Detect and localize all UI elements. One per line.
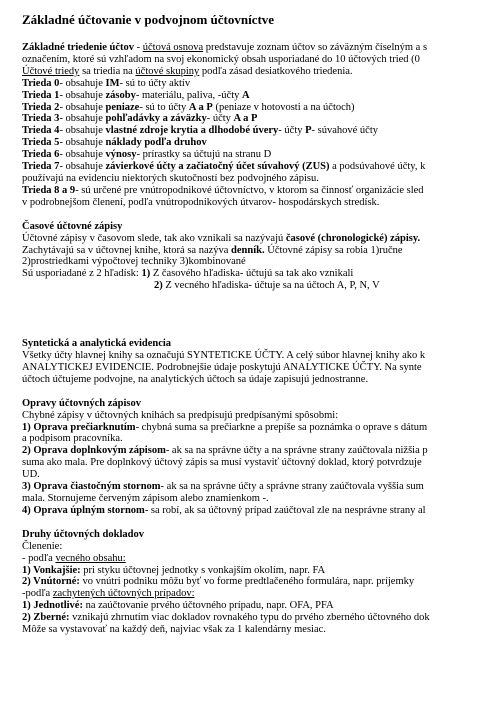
text-run: denník. (231, 244, 265, 256)
text-run: 2) Zberné: (22, 612, 70, 624)
text-run: A a P (188, 101, 213, 113)
text-line (22, 588, 483, 600)
section-heading: Druhy účtovných dokladov (22, 528, 144, 540)
text-line (22, 433, 483, 445)
text-run: účtové skupiny (135, 65, 200, 77)
text-line (22, 576, 483, 588)
text-run: P (305, 125, 312, 137)
text-line (22, 42, 483, 54)
text-run: Účtové triedy (22, 65, 80, 77)
text-run: peniaze (105, 101, 140, 113)
text-run: 2) Vnútorné: (22, 576, 80, 588)
section-druhy-dokladov (22, 529, 483, 636)
text-line (22, 624, 483, 636)
text-line (22, 78, 483, 90)
text-run: Môže sa vystavovať na každý deň, najviac však za 1 kalendárny mesiac. (22, 624, 326, 636)
text-run: podľa zásad desiatkového triedenia. (199, 65, 353, 77)
text-run: - ak sa na správne účty a správne strany zaúčtovala vyššia sum (160, 481, 424, 493)
text-line (22, 612, 483, 624)
text-line (22, 280, 483, 292)
text-run: používajú na evidenciu niektorých skutočností bez podvojného zápisu. (22, 172, 319, 184)
text-run: - obsahuje (59, 125, 106, 137)
document-page (22, 12, 483, 636)
text-line (22, 410, 483, 422)
section-synteticka-evidencia (22, 338, 483, 386)
text-run: vznikajú zhrnutím viac dokladov rovnakého typu do prvého zberného účtovného dok (69, 612, 430, 624)
text-run: Trieda 2 (22, 101, 60, 113)
text-run: (peniaze v hotovosti a na účtoch) (212, 101, 355, 113)
text-run: 1) Jednotlivé: (22, 600, 83, 612)
text-run: - obsahuje (59, 161, 106, 173)
text-run: 1) Vonkajšie: (22, 564, 81, 576)
text-line (22, 362, 483, 374)
text-run: - obsahuje (59, 137, 106, 149)
text-run: Účtovné zápisy v časovom slede, tak ako vznikali sa nazývajú (22, 232, 286, 244)
text-run: - obsahuje (59, 89, 106, 101)
document-title: Základné účtovanie v podvojnom účtovníctve (22, 12, 275, 27)
section-heading: Syntetická a analytická evidencia (22, 338, 172, 350)
text-run: - ak sa na správne účty a na správne strany zaúčtovala nižšia p (165, 445, 428, 457)
text-run: - sú to účty aktív (119, 77, 191, 89)
text-run: 1) Oprava prečiarknutím (22, 421, 136, 433)
section-heading: Časové účtovné zápisy (22, 220, 123, 232)
text-run: 2) (154, 280, 163, 292)
text-run: pri styku účtovnej jednotky s vonkajším okolím, napr. FA (80, 564, 326, 576)
text-run: IM (105, 77, 120, 89)
text-run: 2)prostriedkami výpočtovej techniky 3)kombinované (22, 256, 246, 268)
text-run: A (241, 89, 250, 101)
text-line (22, 600, 483, 612)
text-run: ANALYTICKEJ EVIDENCIE. Podrobnejšie údaje poskytujú ANALYTICKE ÚČTY. Na synte (22, 361, 422, 373)
text-line (22, 66, 483, 78)
text-run: - účty (278, 125, 306, 137)
text-run: a podsúvahové účty, k (329, 161, 426, 173)
text-run: účtová osnova (142, 42, 204, 53)
text-run: 2) Oprava doplnkovým zápisom (22, 445, 166, 457)
text-line (22, 457, 483, 469)
text-line (22, 161, 483, 173)
text-run: - (134, 42, 143, 53)
text-line (22, 493, 483, 505)
section-heading: Opravy účtovných zápisov (22, 397, 142, 409)
text-run: - prírastky sa účtujú na stranu D (136, 149, 272, 161)
text-run: -podľa (22, 588, 53, 600)
text-line (22, 113, 483, 125)
text-run: suma ako mala. Pre doplnkový účtový zápis sa musí vystaviť účtovný doklad, ktorý potvrdzuje (22, 457, 422, 469)
text-line (22, 185, 483, 197)
text-run: - obsahuje (59, 113, 106, 125)
text-run: Účtovné zápisy sa robia 1)ručne (264, 244, 403, 256)
text-line (22, 268, 483, 280)
text-run: Základné triedenie účtov (22, 42, 134, 53)
text-line (22, 137, 483, 149)
text-line (22, 481, 483, 493)
text-line (22, 541, 483, 553)
text-run: časové (chronologické) zápisy. (285, 232, 421, 244)
text-line (22, 233, 483, 245)
text-run: zásoby (105, 89, 136, 101)
text-run: na zaúčtovanie prvého účtovného prípadu, napr. OFA, PFA (82, 600, 334, 612)
text-run: 1) (141, 268, 151, 280)
text-line (22, 90, 483, 102)
text-run: Trieda 5 (22, 137, 60, 149)
text-run: Z vecného hľadiska- účtuje sa na účtoch A, P, N, V (162, 280, 380, 292)
text-run: označením, ktoré sú vzhľadom na svoj ekonomický obsah usporiadané do 10 účtových tried (0 (22, 53, 420, 65)
text-run: - sú určené pre vnútropodnikové účtovníctvo, v ktorom sa činnosť organizácie sled (75, 184, 424, 196)
text-run: - sú to účty (139, 101, 189, 113)
text-line (22, 125, 483, 137)
text-run: Trieda 8 a 9 (22, 184, 76, 196)
text-run: Zachytávajú sa v účtovnej knihe, ktorá sa nazýva (22, 244, 232, 256)
text-run: náklady podľa druhov (105, 137, 207, 149)
text-line (22, 245, 483, 257)
text-run: Trieda 3 (22, 113, 60, 125)
text-run: - materiálu, paliva, -účty (135, 89, 242, 101)
text-run: A a P (233, 113, 258, 125)
text-run: Sú usporiadané z 2 hľadísk: (22, 268, 142, 280)
text-run: a podpisom pracovníka. (22, 433, 123, 445)
text-run: výnosy (105, 149, 137, 161)
text-run: 3) Oprava čiastočným stornom (22, 481, 161, 493)
text-run: pohľadávky a záväzky (105, 113, 207, 125)
text-run: - podľa (22, 552, 56, 564)
text-run: Trieda 6 (22, 149, 60, 161)
text-run: Chybné zápisy v účtovných knihách sa predpisujú predpísanými spôsobmi: (22, 409, 339, 421)
text-run: zachytených účtovných prípadov: (52, 588, 195, 600)
text-line (22, 173, 483, 185)
text-run: - obsahuje (59, 101, 106, 113)
text-line (22, 469, 483, 481)
text-run: 4) Oprava úplným stornom (22, 504, 145, 516)
text-run: - chybná suma sa prečiarkne a prepíše sa poznámka o oprave s dátum (135, 421, 428, 433)
text-run: Trieda 7 (22, 161, 60, 173)
text-run: - obsahuje (59, 149, 106, 161)
text-run: Členenie: (22, 540, 63, 552)
text-line (22, 256, 483, 268)
text-line (22, 445, 483, 457)
text-run: účtoch účtujeme podvojne, na analytických účtoch sa údaje zapisujú jednostranne. (22, 373, 369, 385)
text-line (22, 54, 483, 66)
text-run: sa triedia na (79, 65, 136, 77)
text-line (22, 350, 483, 362)
text-run: - súvahové účty (311, 125, 379, 137)
text-run: UD. (22, 469, 40, 481)
text-run: vlastné zdroje krytia a dlhodobé úvery (105, 125, 279, 137)
section-triedenie-uctov (22, 42, 483, 209)
text-line (22, 102, 483, 114)
text-run: predstavuje zoznam účtov so záväzným číselným a s (203, 42, 428, 53)
text-run: závierkové účty a začiatočný účet súvahový (ZUS) (105, 161, 330, 173)
text-run: vo vnútri podniku môžu byť vo forme predtlačeného formulára, napr. príjemky (79, 576, 415, 588)
text-line (22, 505, 483, 517)
text-run: Trieda 4 (22, 125, 60, 137)
section-opravy-zapisov (22, 398, 483, 517)
text-line (22, 553, 483, 565)
text-line (22, 565, 483, 577)
text-line (22, 374, 483, 386)
text-run: mala. Stornujeme červeným zápisom alebo znamienkom -. (22, 493, 269, 504)
text-run: - účty (206, 113, 234, 125)
section-casove-zapisy (22, 221, 483, 292)
text-run: - obsahuje (59, 77, 106, 89)
text-run: Trieda 1 (22, 89, 60, 101)
text-run: Trieda 0 (22, 77, 60, 89)
text-line (22, 422, 483, 434)
text-line (22, 149, 483, 161)
text-run: v podrobnejšom členení, podľa vnútropodnikových útvarov- hospodárskych stredísk. (22, 196, 380, 208)
text-run: vecného obsahu: (55, 552, 126, 564)
text-run: Z časového hľadiska- účtujú sa tak ako vznikali (150, 268, 354, 280)
text-run: Všetky účty hlavnej knihy sa označujú SYNTETICKE ÚČTY. A celý súbor hlavnej knihy ako k (22, 350, 426, 362)
text-line (22, 197, 483, 209)
text-run: - sa robí, ak sa účtovný prípad zaúčtoval zle na nesprávne strany al (144, 504, 426, 516)
